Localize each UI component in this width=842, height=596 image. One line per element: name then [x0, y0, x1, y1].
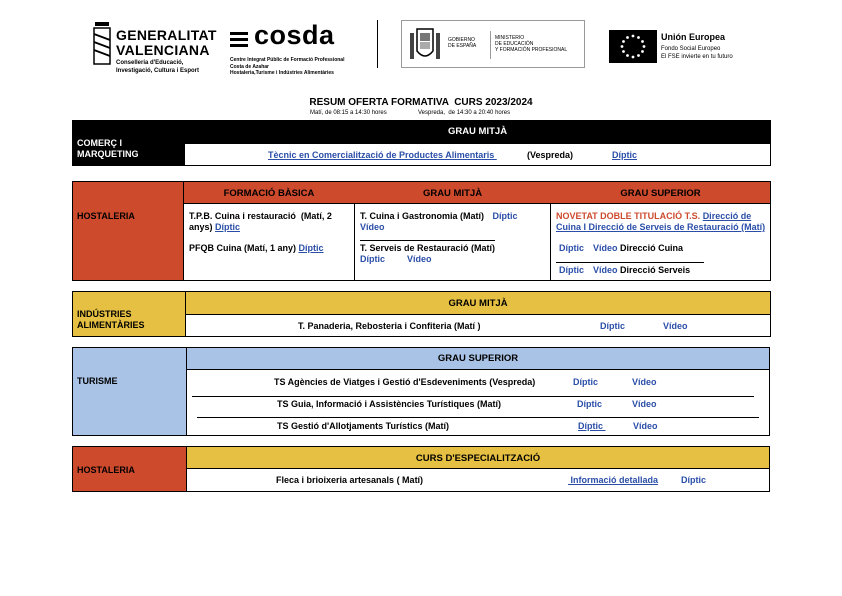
basica-2-diptic-link[interactable]: Díptic — [298, 243, 324, 253]
especialitzacio-diptic-link[interactable]: Díptic — [681, 475, 707, 485]
hostaleria-basica-item-1 — [189, 211, 351, 233]
industries-header: GRAU MITJÀ — [448, 298, 508, 309]
gob-inner-divider — [490, 31, 491, 59]
mitja-2-video-link[interactable]: Vídeo — [407, 254, 432, 264]
cosda-logo — [230, 22, 370, 80]
turisme-separator-2 — [197, 417, 759, 418]
gob-right-line2: DE EDUCACIÓN — [495, 41, 534, 47]
turisme-course-2-name: TS Guia, Informació i Assistències Turístiques (Matí) — [277, 399, 502, 409]
hostaleria-superior-row-2 — [559, 265, 690, 275]
turisme-course-3-diptic-link[interactable]: Díptic — [578, 421, 606, 431]
mitja-2-diptic-link[interactable]: Díptic — [360, 254, 386, 264]
comerc-label: COMERÇ I MARQUETING — [77, 138, 139, 159]
superior-novetat-text: NOVETAT DOBLE TITULACIÓ T.S. — [556, 211, 701, 221]
gob-left-line2: DE ESPAÑA — [448, 43, 477, 49]
superior-serveis-video-link[interactable]: Vídeo — [593, 265, 618, 275]
turisme-course-1-video-link[interactable]: Vídeo — [632, 377, 657, 387]
superior-serveis-text: Direcció Serveis — [620, 265, 691, 275]
especialitzacio-course: Fleca i brioixeria artesanals ( Matí) — [276, 475, 424, 485]
hostaleria-header-basica: FORMACIÓ BÀSICA — [223, 188, 315, 199]
gva-logo — [92, 20, 222, 78]
cosda-sub-line1: Centre Integrat Públic de Formació Professional — [230, 57, 345, 63]
gob-right-line1: MINISTERIO — [495, 35, 525, 41]
gob-right-line3: Y FORMACIÓN PROFESIONAL — [495, 47, 568, 53]
hostaleria-header-mitja: GRAU MITJÀ — [422, 188, 483, 199]
especialitzacio-info-link[interactable]: Informació detallada — [568, 475, 659, 485]
hostaleria-basica-item-2 — [189, 243, 351, 254]
mitja-1-diptic-link[interactable]: Díptic — [492, 211, 518, 221]
turisme-label: TURISME — [77, 376, 118, 386]
page-title: RESUM OFERTA FORMATIVA CURS 2023/2024 — [309, 97, 533, 108]
eu-sub-line2: El FSE invierte en tu futuro — [661, 54, 733, 60]
especialitzacio-header: CURS D'ESPECIALITZACIÓ — [415, 453, 541, 464]
cosda-mark-icon — [230, 30, 250, 48]
superior-cuina-text: Direcció Cuina — [620, 243, 684, 253]
hostaleria-mitja-item-1 — [360, 211, 550, 233]
hostaleria-label-cell — [73, 182, 183, 280]
turisme-course-1-name: TS Agències de Viatges i Gestió d'Esdeveniments (Vespreda) — [274, 377, 536, 387]
turisme-label-cell — [73, 348, 186, 435]
industries-course: T. Panaderia, Rebosteria i Confiteria (Matí ) — [298, 321, 481, 331]
cosda-name: cosda — [254, 20, 335, 50]
hostaleria-superior-separator — [556, 262, 704, 263]
mitja-1-video-link[interactable]: Vídeo — [360, 222, 385, 232]
basica-1-text: T.P.B. Cuina i restauració (Matí, 2 anys) — [189, 211, 335, 232]
hostaleria-label: HOSTALERIA — [77, 211, 135, 221]
superior-cuina-video-link[interactable]: Vídeo — [593, 243, 618, 253]
industries-diptic-link[interactable]: Díptic — [600, 321, 626, 331]
eu-title: Unión Europea — [661, 32, 726, 42]
gva-sub-line1: Conselleria d'Educació, — [116, 60, 184, 66]
eu-sub-line1: Fondo Social Europeo — [661, 46, 721, 52]
mitja-2-text: T. Serveis de Restauració (Matí) — [360, 243, 496, 253]
turisme-course-3-video-link[interactable]: Vídeo — [633, 421, 658, 431]
superior-serveis-diptic-link[interactable]: Díptic — [559, 265, 585, 275]
superior-doble-titulacio-link[interactable]: Direcció de Cuina I Direcció de Serveis de Restauració (Matí) — [556, 211, 766, 232]
basica-1-diptic-link[interactable]: Díptic — [215, 222, 241, 232]
comerc-header: GRAU MITJÀ — [447, 126, 508, 137]
turisme-course-1-diptic-link[interactable]: Díptic — [573, 377, 599, 387]
turisme-course-2-diptic-link[interactable]: Díptic — [577, 399, 603, 409]
gva-name-line1: GENERALITAT — [116, 27, 217, 43]
industries-label: INDÚSTRIES ALIMENTÀRIES — [77, 309, 145, 330]
comerc-diptic-link[interactable]: Díptic — [612, 150, 638, 160]
industries-video-link[interactable]: Vídeo — [663, 321, 688, 331]
gva-sub-line2: Investigació, Cultura i Esport — [116, 68, 200, 74]
turisme-separator-1 — [192, 396, 754, 397]
mitja-1-text: T. Cuina i Gastronomia (Matí) — [360, 211, 487, 221]
schedule-evening: Vespreda, de 14:30 a 20:40 hores — [418, 110, 511, 116]
turisme-header: GRAU SUPERIOR — [437, 353, 519, 364]
gva-emblem-icon — [92, 20, 112, 66]
eu-flag-icon — [609, 30, 657, 63]
hostaleria-superior-novetat — [556, 211, 768, 233]
hostaleria-header-superior: GRAU SUPERIOR — [620, 188, 701, 199]
turisme-course-3-name: TS Gestió d'Allotjaments Turístics (Matí) — [277, 421, 449, 431]
gob-left-line1: GOBIERNO — [448, 37, 475, 43]
hostaleria-superior-row-1 — [559, 243, 683, 253]
spain-shield-icon — [408, 25, 442, 63]
cosda-sub-line3: Hostaleria,Turisme i Indústries Alimentàries — [230, 70, 334, 76]
especialitzacio-label: HOSTALERIA — [77, 465, 135, 475]
comerc-course-schedule: (Vespreda) — [527, 150, 574, 160]
superior-cuina-diptic-link[interactable]: Díptic — [559, 243, 585, 253]
gva-name-line2: VALENCIANA — [116, 42, 210, 58]
eu-logo — [609, 28, 759, 64]
gobierno-logo — [401, 20, 585, 68]
comerc-course-link[interactable]: Tècnic en Comercialització de Productes Alimentaris — [268, 150, 497, 160]
basica-2-text: PFQB Cuina (Matí, 1 any) — [189, 243, 299, 253]
cosda-sub-line2: Costa de Azahar — [230, 64, 269, 70]
hostaleria-mitja-item-2 — [360, 243, 550, 265]
hostaleria-mitja-separator — [360, 240, 495, 241]
turisme-course-2-video-link[interactable]: Vídeo — [632, 399, 657, 409]
logo-divider — [377, 20, 378, 68]
schedule-morning: Matí, de 08:15 a 14:30 hores — [310, 110, 387, 116]
